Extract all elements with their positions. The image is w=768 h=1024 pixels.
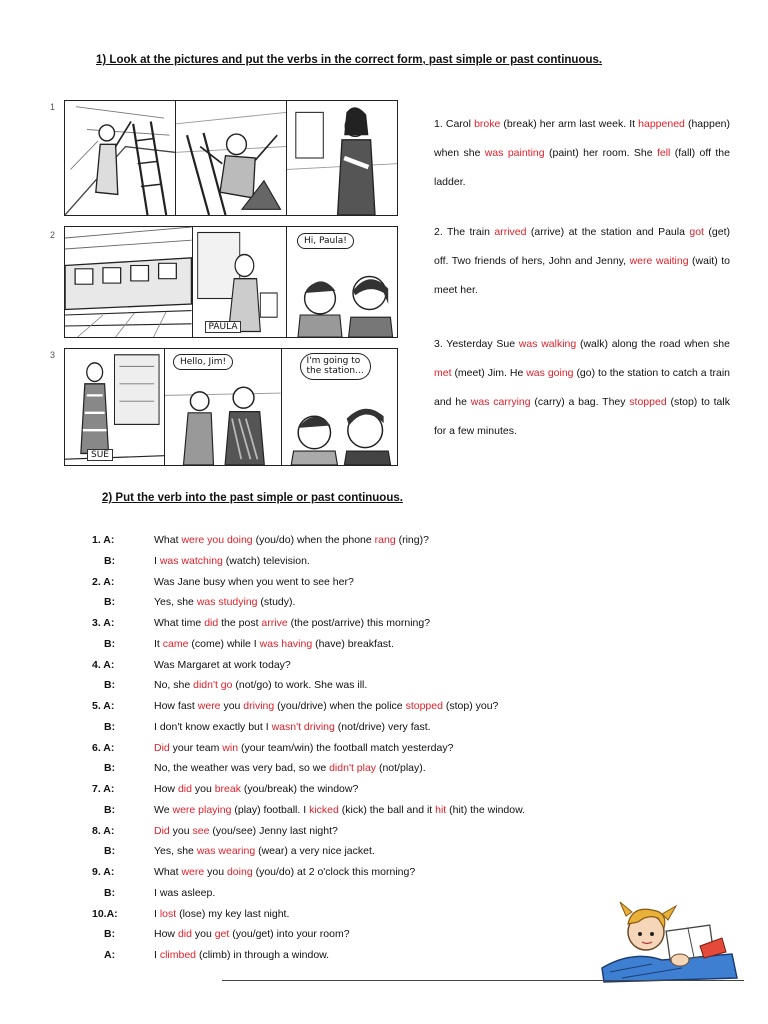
story-paragraph-2	[434, 218, 730, 305]
sentence-text: No, she	[154, 679, 194, 692]
dialogue-text	[154, 821, 338, 841]
sentence-text: 2. The train	[434, 226, 495, 238]
answer-verb: was watching	[159, 554, 223, 567]
sentence-text: (you/do) at 2 o'clock this morning?	[252, 866, 416, 878]
answer-verb: get	[214, 928, 230, 941]
answer-verb: broke	[474, 118, 501, 130]
answer-verb: Did	[154, 824, 170, 837]
dialogue-text	[154, 530, 429, 550]
answer-verb: climbed	[159, 949, 197, 961]
dialogue-text	[154, 883, 215, 903]
exercise-line	[90, 696, 730, 716]
answer-verb: lost	[159, 907, 177, 920]
sentence-text: (you/do) when the phone	[252, 534, 375, 546]
answer-verb: hit	[435, 803, 447, 816]
comic-panel-ladder	[65, 101, 176, 215]
answer-verb: kicked	[309, 803, 339, 816]
answer-verb: were waiting	[629, 255, 689, 267]
speaker-label: 9. A:	[92, 866, 115, 878]
speaker-label: 5. A:	[92, 700, 115, 712]
comic-row-number: 3	[50, 350, 56, 360]
sentence-text: (get) off. Two friends of hers, John and Jenny,	[434, 226, 730, 267]
sentence-text: (wait) to meet her.	[434, 255, 730, 296]
dialogue-text	[154, 738, 453, 758]
sentence-text: (meet) Jim. He	[451, 367, 527, 379]
exercise-line	[90, 530, 730, 550]
sentence-text: (not/drive) very fast.	[334, 720, 431, 733]
dialogue-text	[154, 655, 291, 675]
sentence-text: (stop) to talk for a few minutes.	[434, 396, 730, 437]
sentence-text: you	[204, 866, 227, 878]
sentence-text: How fast	[154, 700, 198, 712]
comic-panel-arm-sling	[287, 101, 397, 215]
sentence-text: (break) her arm last week. It	[500, 118, 639, 130]
exercise-line	[90, 800, 730, 820]
caption-paula: PAULA	[205, 321, 242, 333]
speaker-label: B:	[104, 803, 116, 816]
dialogue-text	[154, 779, 358, 799]
speaker-label: B:	[104, 596, 116, 609]
answer-verb: was carrying	[470, 396, 531, 408]
speech-bubble-hello-jim: Hello, Jim!	[173, 354, 233, 370]
sentence-text: (paint) her room. She	[544, 147, 657, 159]
sentence-text: I was asleep.	[154, 886, 216, 899]
dialogue-text	[154, 904, 289, 924]
sentence-text: (climb) in through a window.	[196, 949, 330, 961]
answer-verb: was studying	[196, 596, 258, 609]
sentence-text: Yes, she	[154, 596, 197, 609]
story-paragraph-3	[434, 330, 730, 446]
sentence-text: What	[154, 534, 182, 546]
answer-verb: was walking	[518, 338, 577, 350]
sentence-text: (hit) the window.	[446, 803, 526, 816]
sentence-text: (study).	[257, 596, 296, 609]
sentence-text: Was Jane busy when you went to see her?	[154, 575, 354, 588]
exercise-line	[90, 779, 730, 799]
sentence-text: I	[154, 949, 160, 961]
exercise-line	[90, 862, 730, 882]
dialogue-text	[154, 572, 354, 592]
sentence-text: (not/go) to work. She was ill.	[232, 679, 368, 692]
speech-bubble-hi-paula: Hi, Paula!	[297, 233, 354, 249]
dialogue-text	[154, 613, 430, 633]
sentence-text: (wear) a very nice jacket.	[255, 845, 375, 858]
speaker-label: 4. A:	[92, 658, 115, 671]
sentence-text: (you/see) Jenny last night?	[209, 824, 338, 837]
exercise-line	[90, 675, 730, 695]
dialogue-text	[154, 924, 350, 944]
answer-verb: happened	[638, 118, 685, 130]
sentence-text: (lose) my key last night.	[176, 907, 290, 920]
comic-panel-going-station	[282, 349, 398, 465]
sentence-text: (not/play).	[376, 762, 426, 775]
speaker-label: B:	[104, 886, 116, 899]
answer-verb: didn't play	[329, 762, 377, 775]
answer-verb: were	[197, 700, 221, 712]
sentence-text: (arrive) at the station and Paula	[526, 226, 690, 238]
comic-panel-meeting-jim	[165, 349, 282, 465]
exercise-line	[90, 592, 730, 612]
exercise-line	[90, 655, 730, 675]
exercise-line	[90, 613, 730, 633]
speaker-label: 1. A:	[92, 534, 115, 546]
section-1-heading: 1) Look at the pictures and put the verbs in the correct form, past simple or past continuous.	[96, 54, 603, 66]
comic-strip-2	[52, 226, 398, 338]
caption-sue: SUE	[87, 449, 113, 461]
girl-reading-illustration	[592, 898, 742, 986]
bubble-line-2: the station...	[306, 366, 364, 377]
answer-verb: see	[192, 824, 210, 837]
answer-verb: were you doing	[181, 534, 253, 546]
sentence-text: (the post/arrive) this morning?	[287, 617, 431, 629]
answer-verb: rang	[374, 534, 396, 546]
answer-verb: met	[434, 367, 452, 379]
answer-verb: were playing	[172, 803, 232, 816]
sentence-text: (watch) television.	[222, 554, 310, 567]
dialogue-text	[154, 592, 295, 612]
comic-panel-sue-walking	[65, 349, 165, 465]
speaker-label: B:	[104, 554, 116, 567]
answer-verb: stopped	[405, 700, 443, 712]
speaker-label: B:	[104, 845, 116, 858]
exercise-line	[90, 572, 730, 592]
bubble-line-1: I'm going to	[306, 356, 361, 366]
sentence-text: (ring)?	[395, 534, 429, 546]
answer-verb: wasn't driving	[271, 720, 335, 733]
answer-verb: win	[222, 741, 239, 754]
sentence-text: (stop) you?	[442, 700, 499, 712]
speaker-label: 7. A:	[92, 783, 115, 795]
sentence-text: (you/get) into your room?	[229, 928, 350, 941]
sentence-text: We	[154, 803, 173, 816]
sentence-text: you	[220, 700, 244, 712]
speaker-label: A:	[104, 949, 116, 961]
sentence-text: It	[154, 637, 163, 650]
answer-verb: stopped	[629, 396, 667, 408]
answer-verb: came	[162, 637, 189, 650]
answer-verb: was going	[526, 367, 574, 379]
sentence-text: (carry) a bag. They	[530, 396, 630, 408]
sentence-text: How	[154, 783, 178, 795]
dialogue-text	[154, 862, 415, 882]
dialogue-text	[154, 675, 367, 695]
speaker-label: 10.A:	[92, 907, 118, 920]
sentence-text: you	[191, 783, 215, 795]
sentence-text: you	[169, 824, 193, 837]
speaker-label: 6. A:	[92, 741, 115, 754]
answer-verb: doing	[226, 866, 253, 878]
answer-verb: were	[181, 866, 205, 878]
sentence-text: 1. Carol	[434, 118, 475, 130]
dialogue-text	[154, 696, 498, 716]
answer-verb: did	[204, 617, 219, 629]
dialogue-text	[154, 841, 375, 861]
exercise-line	[90, 717, 730, 737]
sentence-text: I	[154, 554, 160, 567]
answer-verb: was wearing	[196, 845, 256, 858]
sentence-text: the post	[218, 617, 262, 629]
speaker-label: 3. A:	[92, 617, 115, 629]
dialogue-text	[154, 634, 394, 654]
comic-panel-friends	[287, 227, 397, 337]
sentence-text: your team	[169, 741, 223, 754]
sentence-text: (your team/win) the football match yesterday?	[238, 741, 454, 754]
sentence-text: (you/break) the window?	[240, 783, 359, 795]
sentence-text: (go) to the station to catch a train and he	[434, 367, 730, 408]
sentence-text: Was Margaret at work today?	[154, 658, 291, 671]
sentence-text: No, the weather was very bad, so we	[154, 762, 330, 775]
sentence-text: (fall) off the ladder.	[434, 147, 730, 188]
sentence-text: 3. Yesterday Sue	[434, 338, 519, 350]
answer-verb: got	[689, 226, 704, 238]
speaker-label: B:	[104, 720, 116, 733]
answer-verb: did	[177, 928, 192, 941]
comic-row-number: 2	[50, 230, 56, 240]
answer-verb: break	[214, 783, 241, 795]
answer-verb: fell	[656, 147, 671, 159]
answer-verb: did	[177, 783, 192, 795]
exercise-line	[90, 738, 730, 758]
dialogue-text	[154, 945, 329, 965]
dialogue-text	[154, 800, 525, 820]
sentence-text: (happen) when she	[434, 118, 731, 159]
comic-strip-1	[52, 100, 398, 216]
speaker-label: B:	[104, 928, 116, 941]
answer-verb: Did	[154, 741, 170, 754]
speaker-label: B:	[104, 637, 116, 650]
exercise-line	[90, 758, 730, 778]
answer-verb: driving	[243, 700, 275, 712]
exercise-line	[90, 821, 730, 841]
sentence-text: What time	[154, 617, 205, 629]
exercise-line	[90, 634, 730, 654]
answer-verb: arrive	[261, 617, 288, 629]
sentence-text: (you/drive) when the police	[274, 700, 406, 712]
speaker-label: 2. A:	[92, 575, 115, 588]
comic-panel-falling	[176, 101, 287, 215]
sentence-text: (walk) along the road when she	[576, 338, 730, 350]
speaker-label: B:	[104, 762, 116, 775]
speech-bubble-going-to-station	[300, 353, 371, 380]
speaker-label: 8. A:	[92, 824, 115, 837]
exercise-line	[90, 551, 730, 571]
story-paragraph-1	[434, 110, 730, 197]
sentence-text: What	[154, 866, 182, 878]
sentence-text: you	[191, 928, 215, 941]
comic-panel-paula	[193, 227, 288, 337]
sentence-text: (play) football. I	[231, 803, 310, 816]
comic-strip-3	[52, 348, 398, 466]
sentence-text: I	[154, 907, 160, 920]
sentence-text: I don't know exactly but I	[154, 720, 272, 733]
sentence-text: (have) breakfast.	[312, 637, 394, 650]
sentence-text: How	[154, 928, 178, 941]
dialogue-text	[154, 551, 310, 571]
dialogue-text	[154, 758, 426, 778]
dialogue-text	[154, 717, 431, 737]
comic-row-number: 1	[50, 102, 56, 112]
answer-verb: didn't go	[193, 679, 233, 692]
sentence-text: (kick) the ball and it	[338, 803, 436, 816]
answer-verb: was having	[259, 637, 313, 650]
answer-verb: was painting	[484, 147, 545, 159]
sentence-text: (come) while I	[188, 637, 260, 650]
bottom-divider	[222, 980, 744, 981]
answer-verb: arrived	[494, 226, 527, 238]
exercise-line	[90, 841, 730, 861]
speaker-label: B:	[104, 679, 116, 692]
comic-panel-train	[65, 227, 193, 337]
sentence-text: Yes, she	[154, 845, 197, 858]
section-2-heading: 2) Put the verb into the past simple or past continuous.	[102, 492, 403, 504]
